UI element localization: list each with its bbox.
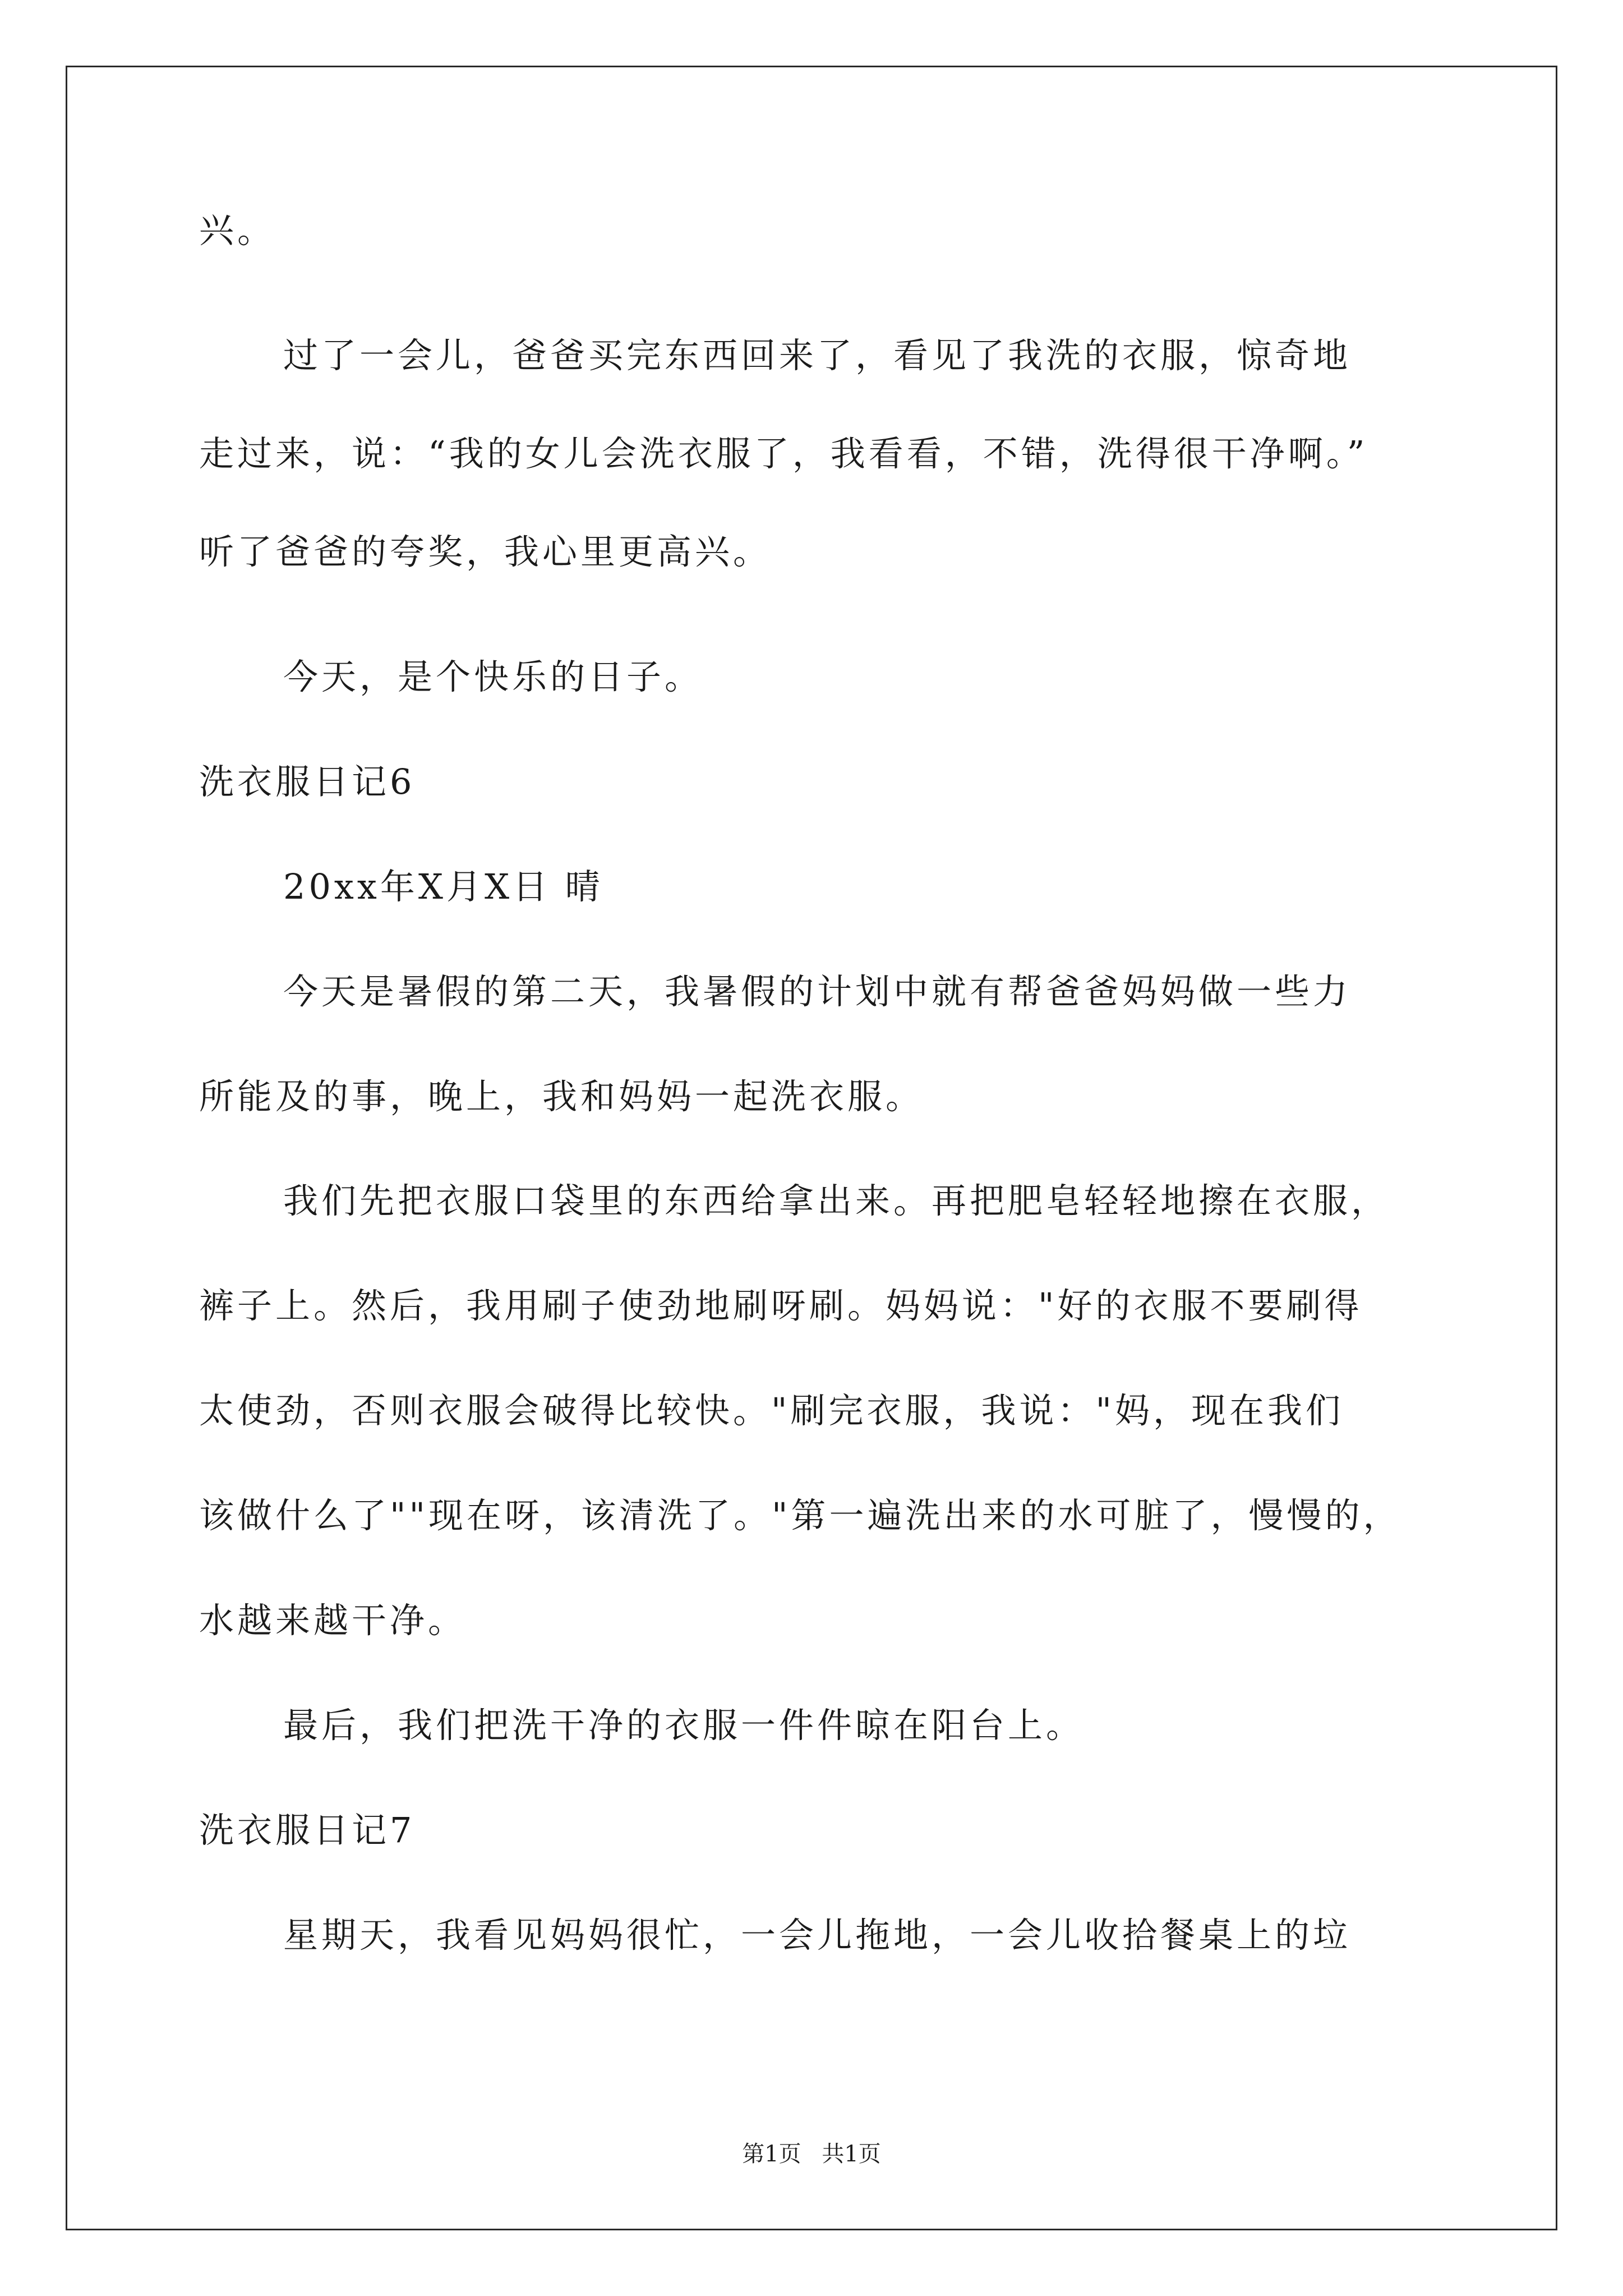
text-line: 星期天，我看见妈妈很忙，一会儿拖地，一会儿收拾餐桌上的垃: [283, 1915, 1352, 1955]
page-border: [66, 66, 1557, 2230]
page-footer: [0, 2136, 1623, 2168]
text-line: 过了一会儿，爸爸买完东西回来了，看见了我洗的衣服，惊奇地: [283, 335, 1352, 376]
text-line: 听了爸爸的夸奖，我心里更高兴。: [199, 531, 772, 572]
date-line: 20xx年X月X日 晴: [283, 866, 603, 907]
text-line: 最后，我们把洗干净的衣服一件件晾在阳台上。: [283, 1705, 1085, 1746]
text-line: 太使劲，否则衣服会破得比较快。"刷完衣服，我说："妈，现在我们: [199, 1390, 1344, 1431]
text-line: 所能及的事，晚上，我和妈妈一起洗衣服。: [199, 1076, 924, 1117]
text-line: 裤子上。然后，我用刷子使劲地刷呀刷。妈妈说："好的衣服不要刷得: [199, 1285, 1363, 1326]
text-line: 今天，是个快乐的日子。: [283, 656, 703, 697]
page-total: 共1页: [822, 2141, 881, 2167]
section-heading: 洗衣服日记7: [199, 1810, 416, 1851]
text-line: 我们先把衣服口袋里的东西给拿出来。再把肥皂轻轻地擦在衣服，: [283, 1180, 1390, 1221]
text-line: 兴。: [199, 210, 276, 251]
text-line: 该做什么了""现在呀，该清洗了。"第一遍洗出来的水可脏了，慢慢的，: [199, 1495, 1401, 1536]
text-line: 水越来越干净。: [199, 1600, 467, 1641]
section-heading: 洗衣服日记6: [199, 761, 416, 802]
page-number: 第1页: [742, 2141, 801, 2167]
text-line: 今天是暑假的第二天，我暑假的计划中就有帮爸爸妈妈做一些力: [283, 971, 1352, 1012]
text-line: 走过来，说：“我的女儿会洗衣服了，我看看，不错，洗得很干净啊。”: [199, 433, 1368, 474]
